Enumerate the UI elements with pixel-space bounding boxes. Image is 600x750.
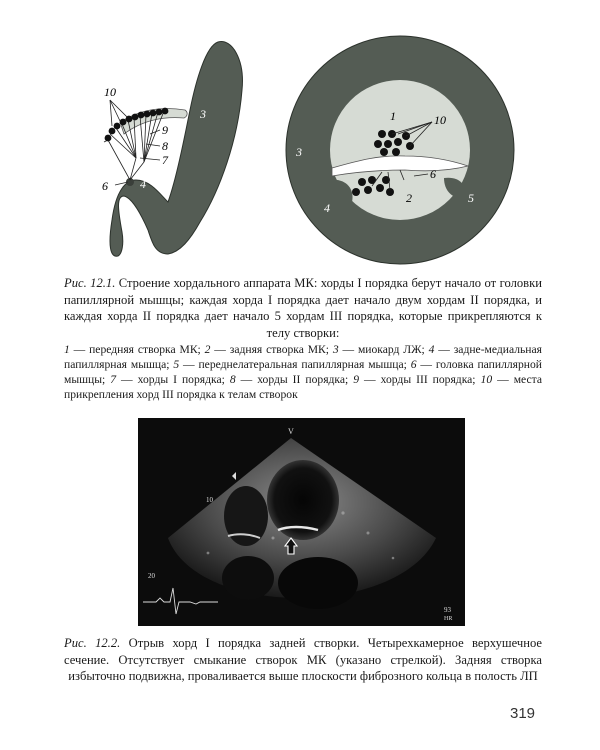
- caption-fig-12-2-prefix: Рис. 12.2.: [64, 636, 121, 650]
- legend-text: — хорды II порядка;: [235, 373, 354, 386]
- legend-num: 1: [64, 343, 70, 356]
- legend-text: — переднелатеральная папиллярная мышца;: [179, 358, 411, 371]
- right-ventricle-cavity: [224, 486, 268, 546]
- page-number: 319: [510, 705, 536, 722]
- legend-text: — головка папиллярной мышцы;: [64, 358, 542, 386]
- label-6: 6: [102, 179, 108, 193]
- label-10-right: 10: [434, 113, 446, 127]
- legend-num: 8: [229, 373, 236, 386]
- legend-num: 4: [428, 343, 435, 356]
- legend-text: — задняя створка МК;: [210, 343, 333, 356]
- legend-text: — места прикрепления хорд III порядка к телам створок: [64, 373, 542, 401]
- legend-text: — хорды III порядка;: [359, 373, 481, 386]
- legend-num: 5: [173, 358, 180, 371]
- caption-fig-12-1-text: Строение хордального аппарата МК: хорды I порядка берут начало от головки папиллярной мышцы; каждая хорда I порядка дает начало двум хордам II порядка, и каждая хорда II порядка дает начало 5 хордам III порядка, которые прикрепляются к телу створки:: [64, 276, 542, 340]
- hr-value: 93: [444, 606, 451, 614]
- legend-text: — хорды I порядка;: [116, 373, 230, 386]
- legend-num: 9: [353, 373, 360, 386]
- figure-12-1: [60, 30, 550, 270]
- legend-num: 10: [480, 373, 493, 386]
- label-6-right: 6: [430, 167, 436, 181]
- legend-text: — передняя створка МК;: [69, 343, 205, 356]
- ecg-trace: [143, 588, 218, 614]
- label-4: 4: [140, 177, 146, 191]
- depth-20: 20: [148, 572, 155, 580]
- triangle-marker-icon: [232, 472, 236, 480]
- probe-marker-v: V: [288, 427, 294, 436]
- label-3: 3: [200, 107, 206, 121]
- legend-num: 6: [410, 358, 417, 371]
- label-3-right: 3: [296, 145, 302, 159]
- legend-num: 3: [332, 343, 339, 356]
- label-8: 8: [162, 139, 168, 153]
- label-4-right: 4: [324, 201, 330, 215]
- chordae-diagram: [60, 30, 550, 270]
- right-atrium-cavity: [222, 556, 274, 600]
- legend-text: — миокард ЛЖ;: [338, 343, 429, 356]
- hr-unit: HR: [444, 616, 453, 622]
- caption-fig-12-1: [64, 275, 542, 341]
- legend-text: — задне-медиальная папиллярная мышца;: [64, 343, 542, 371]
- legend-fig-12-1: [64, 342, 542, 402]
- echocardiogram-image: [138, 418, 465, 626]
- legend-num: 2: [204, 343, 211, 356]
- caption-fig-12-2-text: Отрыв хорд I порядка задней створки. Четырехкамерное верхушечное сечение. Отсутствует смыкание створок МК (указано стрелкой). Задняя створка избыточно подвижна, проваливается выше плоскости фиброзного кольца в полость ЛП: [64, 636, 542, 683]
- label-2: 2: [406, 191, 412, 205]
- label-9: 9: [162, 123, 168, 137]
- left-atrium-cavity: [278, 557, 358, 609]
- label-10: 10: [104, 85, 116, 99]
- label-5: 5: [468, 191, 474, 205]
- caption-fig-12-2: [64, 635, 542, 685]
- label-1: 1: [390, 109, 396, 123]
- echo-svg: [138, 418, 465, 626]
- depth-10: 10: [206, 496, 213, 504]
- caption-fig-12-1-prefix: Рис. 12.1.: [64, 276, 116, 290]
- label-7: 7: [162, 153, 168, 167]
- legend-num: 7: [110, 373, 117, 386]
